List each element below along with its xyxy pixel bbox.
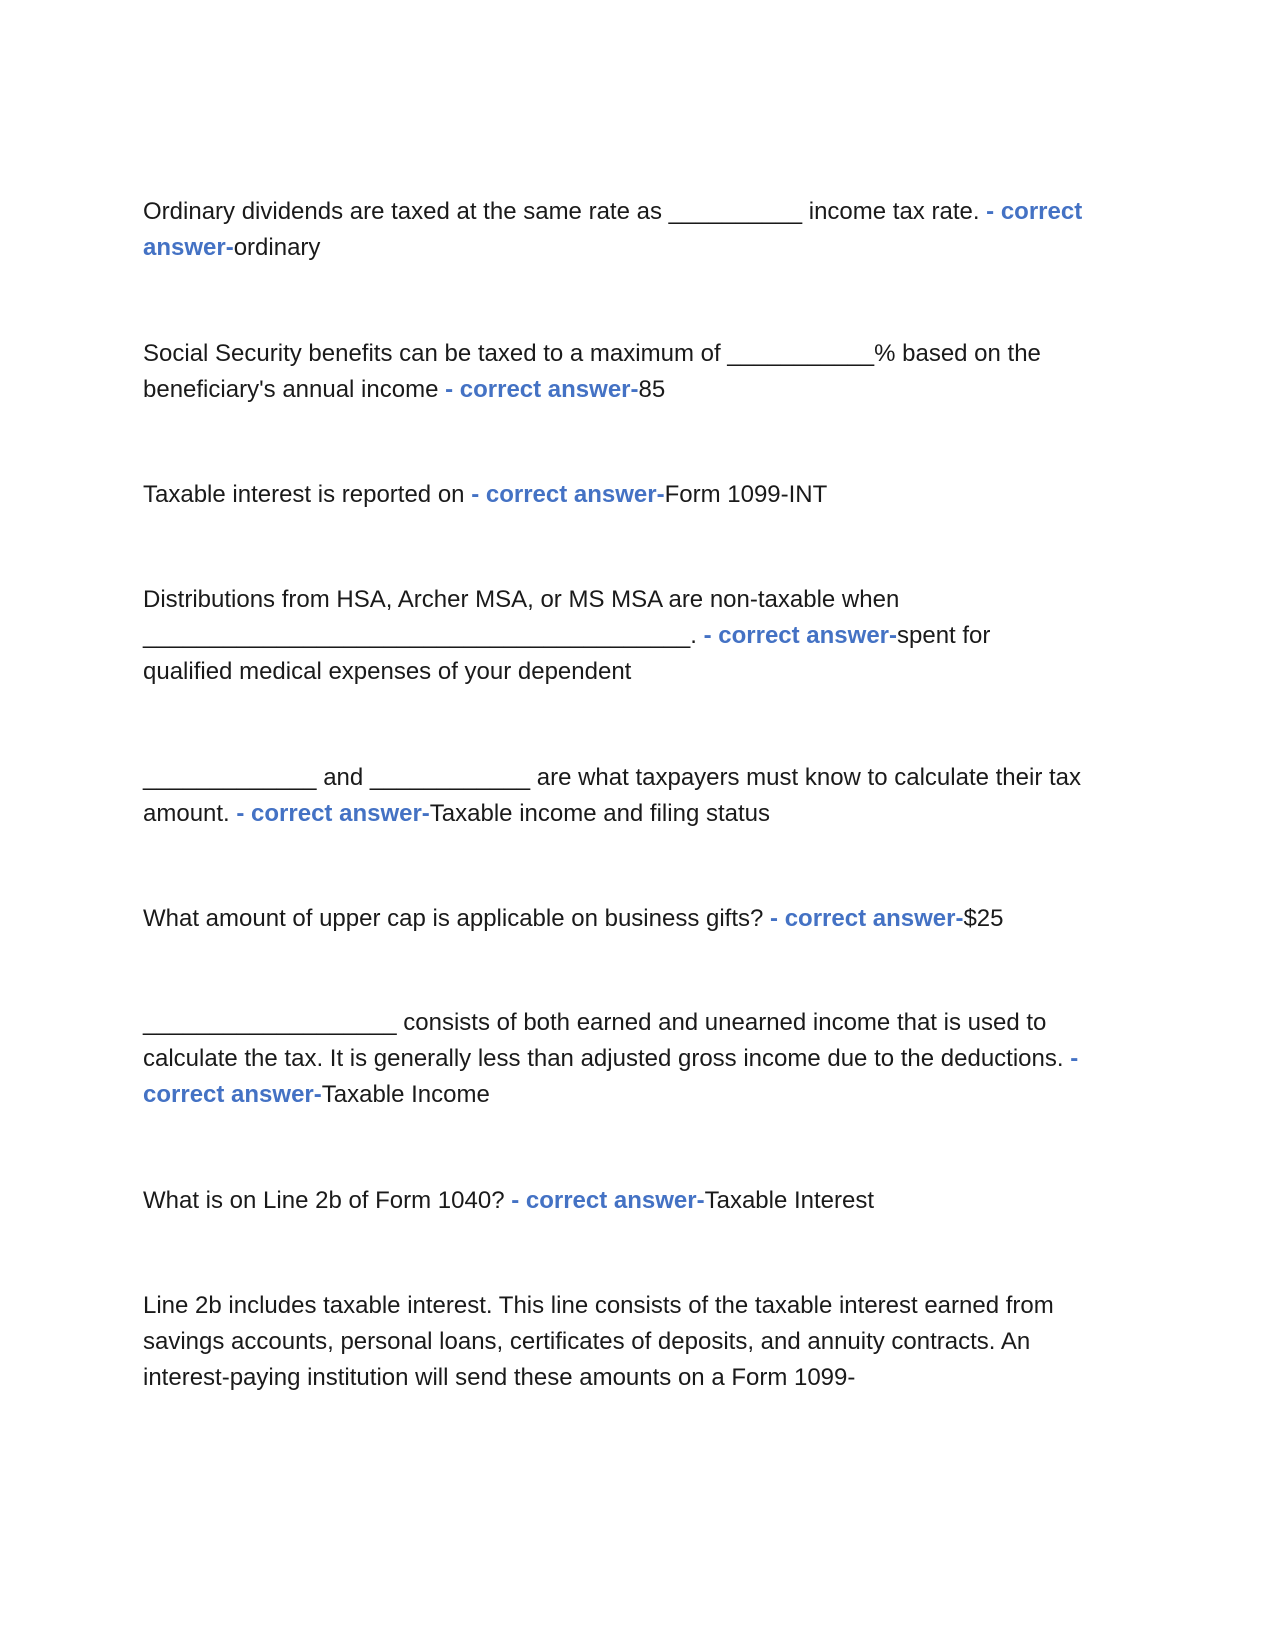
question-text: Ordinary dividends are taxed at the same rate as __________ income tax rate. xyxy=(143,198,987,225)
qa-item-business-gifts xyxy=(143,901,1083,937)
qa-item-social-security xyxy=(143,336,1083,408)
answer-text: Taxable income and filing status xyxy=(429,800,770,827)
trailing-paragraph: Line 2b includes taxable interest. This line consists of the taxable interest earned from savings accounts, personal loans, certificates of deposits, and annuity contracts. An interest-paying institution will send these amounts on a Form 1099- xyxy=(143,1292,1054,1391)
question-text: _____________ and ____________ are what taxpayers must know to calculate their tax amount. xyxy=(143,764,1081,827)
correct-answer-label: - correct answer- xyxy=(471,481,665,508)
correct-answer-label: - correct answer- xyxy=(236,800,430,827)
qa-item-hsa-distributions xyxy=(143,582,1083,690)
qa-item-tax-amount xyxy=(143,760,1083,832)
correct-answer-label: - correct answer- xyxy=(143,198,1083,261)
question-text: Distributions from HSA, Archer MSA, or MS MSA are non-taxable when _________________________________________. xyxy=(143,586,900,649)
question-text: Social Security benefits can be taxed to a maximum of ___________% based on the beneficiary's annual income xyxy=(143,340,1041,403)
answer-text: 85 xyxy=(638,376,666,403)
correct-answer-label: - correct answer- xyxy=(445,376,639,403)
qa-item-ordinary-dividends xyxy=(143,194,1083,266)
question-text: What is on Line 2b of Form 1040? xyxy=(143,1187,512,1214)
answer-text: $25 xyxy=(963,905,1004,932)
qa-item-taxable-income xyxy=(143,1005,1083,1113)
answer-text: ordinary xyxy=(233,234,321,261)
qa-item-line-2b xyxy=(143,1183,1083,1219)
question-text: Taxable interest is reported on xyxy=(143,481,472,508)
question-text: What amount of upper cap is applicable on business gifts? xyxy=(143,905,771,932)
answer-text: Taxable Interest xyxy=(704,1187,875,1214)
correct-answer-label: - correct answer- xyxy=(511,1187,705,1214)
correct-answer-label: - correct answer- xyxy=(143,1045,1079,1108)
correct-answer-label: - correct answer- xyxy=(770,905,964,932)
qa-item-taxable-interest-form xyxy=(143,477,1083,513)
question-text: ___________________ consists of both earned and unearned income that is used to calculate the tax. It is generally less than adjusted gross income due to the deductions. xyxy=(143,1009,1071,1072)
answer-text: Form 1099-INT xyxy=(664,481,828,508)
correct-answer-label: - correct answer- xyxy=(703,622,897,649)
answer-text: Taxable Income xyxy=(321,1081,490,1108)
answer-text: spent for qualified medical expenses of your dependent xyxy=(143,622,991,685)
